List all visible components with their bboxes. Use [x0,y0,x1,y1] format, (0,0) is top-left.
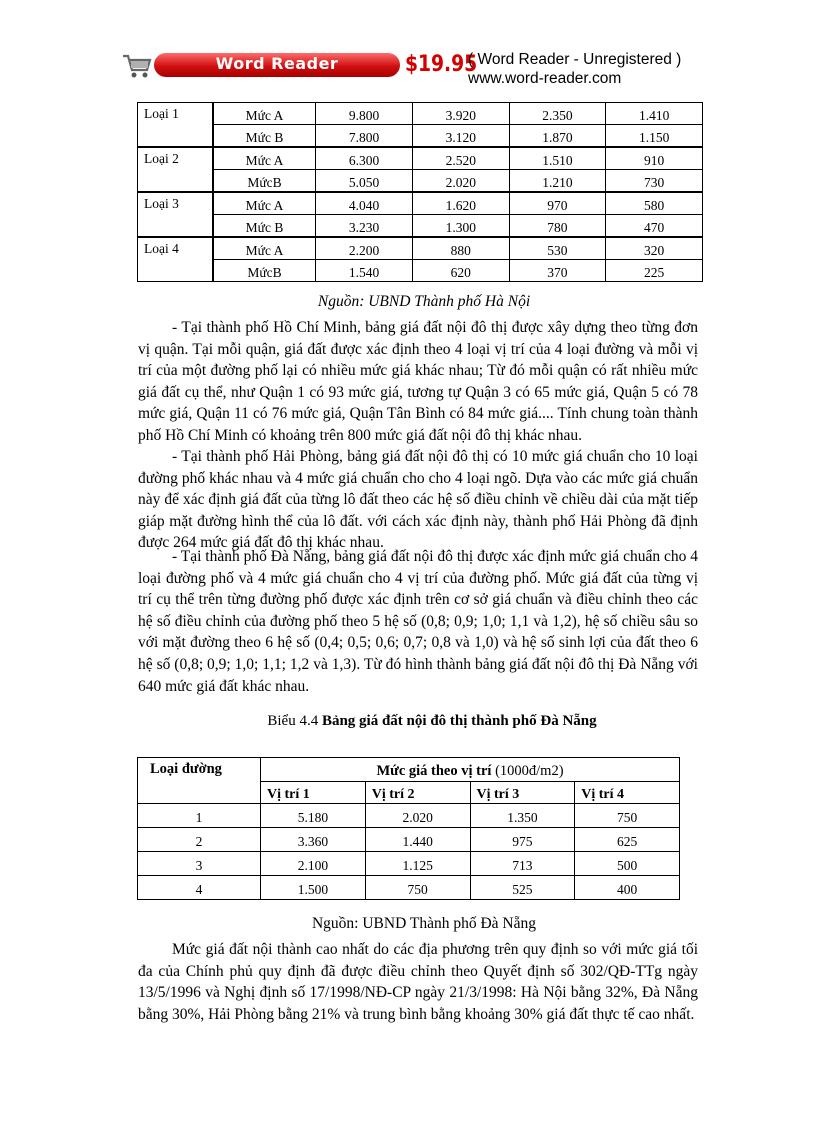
value-cell: 1.620 [412,192,509,215]
table-row [138,804,680,828]
value-cell: 1.350 [470,804,575,828]
loai-duong-cell: 3 [138,852,261,876]
value-cell: 713 [470,852,575,876]
table-caption [24,713,816,730]
value-cell: 225 [606,260,703,282]
value-cell: 1.440 [365,828,470,852]
value-cell: 525 [470,876,575,900]
value-cell: 625 [575,828,680,852]
value-cell: 2.520 [412,147,509,170]
value-cell: 580 [606,192,703,215]
header-muc-gia [261,758,680,782]
value-cell: 530 [509,237,606,260]
muc-cell: Mức A [213,147,316,170]
muc-cell: Mức B [213,215,316,238]
muc-cell: Mức A [213,237,316,260]
table-row [138,828,680,852]
table-row [138,192,703,215]
value-cell: 1.540 [316,260,413,282]
source-hanoi: Nguồn: UBND Thành phố Hà Nội [317,293,531,310]
value-cell: 400 [575,876,680,900]
caption-title: Bảng giá đất nội đô thị thành phố Đà Nẵng [321,713,597,729]
value-cell: 2.020 [365,804,470,828]
value-cell: 2.100 [261,852,366,876]
loai-duong-cell: 2 [138,828,261,852]
table-row [138,103,703,125]
header-vi-tri-4: Vị trí 4 [575,782,680,804]
paragraph-hcm: - Tại thành phố Hồ Chí Minh, bảng giá đất nội đô thị được xây dựng theo từng đơn vị quận. Tại mỗi quận, giá đất được xác định theo 4 loại vị trí của 4 loại đường và mỗi vị trí của một đường phố lại có nhiều mức giá khác nhau; Từ đó mỗi quận có rất nhiều mức giá đất cụ thể, như Quận 1 có 93 mức giá, tương tự Quận 3 có 65 mức giá, Quận 5 có 78 mức giá, Quận 11 có 76 mức giá, Quận Tân Bình có 84 mức giá.... Tính chung toàn thành phố Hồ Chí Minh có khoảng trên 800 mức giá đất nội đô thị khác nhau. [138,319,698,444]
word-reader-logo [154,53,400,77]
table-row [138,215,703,238]
loai-duong-cell: 1 [138,804,261,828]
value-cell: 1.510 [509,147,606,170]
loai-cell: Loại 1 [138,103,213,148]
header-muc-gia-bold: Mức giá theo vị trí [376,762,492,779]
value-cell: 2.200 [316,237,413,260]
value-cell: 3.120 [412,125,509,148]
loai-cell: Loại 3 [138,192,213,237]
loai-duong-cell: 4 [138,876,261,900]
table-row [138,170,703,193]
loai-cell: Loại 4 [138,237,213,282]
table-row [138,147,703,170]
value-cell: 1.125 [365,852,470,876]
header-vi-tri-3: Vị trí 3 [470,782,575,804]
paragraph-danang: - Tại thành phố Đà Nẵng, bảng giá đất nội đô thị được xác định mức giá chuẩn cho 4 loại đường phố và 4 mức giá chuẩn cho 4 vị trí của đường phố. Mức giá đất của từng vị trí cụ thể trên từng đường phố được xác định trên cơ sở giá chuẩn và điều chỉnh theo các hệ số điều chỉnh của đường phố theo 5 hệ số (0,8; 0,9; 1,0; 1,1 và 1,2), hệ số chiều sâu so với mặt đường theo 6 hệ số (0,4; 0,5; 0,6; 0,7; 0,8 và 1,0) và hệ số sinh lợi của đất theo 6 hệ số (0,8; 0,9; 1,0; 1,1; 1,2 và 1,3). Từ đó hình thành bảng giá đất nội đô thị Đà Nẵng với 640 mức giá đất khác nhau. [138,548,698,695]
header-vi-tri-2: Vị trí 2 [365,782,470,804]
value-cell: 3.920 [412,103,509,125]
price-label: $19.95 [405,52,478,77]
value-cell: 9.800 [316,103,413,125]
value-cell: 1.150 [606,125,703,148]
value-cell: 1.870 [509,125,606,148]
unregistered-notice: ( Word Reader - Unregistered ) [468,51,682,68]
value-cell: 1.410 [606,103,703,125]
value-cell: 730 [606,170,703,193]
table-row [138,876,680,900]
value-cell: 970 [509,192,606,215]
loai-cell: Loại 2 [138,147,213,192]
word-reader-logo-text: Word Reader [215,54,339,73]
value-cell: 1.500 [261,876,366,900]
value-cell: 2.350 [509,103,606,125]
value-cell: 470 [606,215,703,238]
value-cell: 6.300 [316,147,413,170]
value-cell: 910 [606,147,703,170]
table-row [138,237,703,260]
value-cell: 3.360 [261,828,366,852]
source-danang: Nguồn: UBND Thành phố Đà Nẵng [311,915,536,932]
paragraph-closing: Mức giá đất nội thành cao nhất do các địa phương trên quy định so với mức giá tối đa của Chính phủ quy định đã được điều chỉnh theo Quyết định số 302/QĐ-TTg ngày 13/5/1996 và Nghị định số 17/1998/NĐ-CP ngày 21/3/1998: Hà Nội bằng 32%, Đà Nẵng bằng 30%, Hải Phòng bằng 21% và trung bình bằng khoảng 30% giá đất thực tế cao nhất. [138,941,698,1023]
header-muc-gia-unit: (1000đ/m2) [491,762,564,779]
value-cell: 5.050 [316,170,413,193]
header-vi-tri-1: Vị trí 1 [261,782,366,804]
value-cell: 2.020 [412,170,509,193]
value-cell: 750 [365,876,470,900]
value-cell: 780 [509,215,606,238]
value-cell: 975 [470,828,575,852]
header-loai-duong: Loại đường [138,758,261,804]
watermark-banner [122,48,682,88]
value-cell: 620 [412,260,509,282]
muc-cell: Mức A [213,192,316,215]
caption-prefix: Biểu 4.4 [267,713,322,729]
value-cell: 7.800 [316,125,413,148]
muc-cell: Mức A [213,103,316,125]
value-cell: 3.230 [316,215,413,238]
table-row [138,125,703,148]
value-cell: 750 [575,804,680,828]
value-cell: 370 [509,260,606,282]
paragraph-haiphong: - Tại thành phố Hải Phòng, bảng giá đất nội đô thị có 10 mức giá chuẩn cho 10 loại đường phố khác nhau và 4 mức giá chuẩn cho cho 4 loại ngõ. Dựa vào các mức giá chuẩn này để xác định giá đất của từng lô đất theo các hệ số điều chỉnh về chiều dài của mặt tiếp giáp mặt đường hình thể của lô đất. với cách xác định này, thành phố Hải Phòng đã định được 264 mức giá đất đô thị khác nhau. [138,448,698,552]
value-cell: 5.180 [261,804,366,828]
hanoi-price-table [137,102,703,282]
table-row [138,260,703,282]
website-url: www.word-reader.com [468,70,622,87]
value-cell: 500 [575,852,680,876]
value-cell: 4.040 [316,192,413,215]
muc-cell: Mức B [213,125,316,148]
value-cell: 1.210 [509,170,606,193]
value-cell: 880 [412,237,509,260]
muc-cell: MứcB [213,260,316,282]
value-cell: 320 [606,237,703,260]
shopping-cart-icon [122,52,152,80]
table-row [138,852,680,876]
danang-price-table [137,757,680,900]
value-cell: 1.300 [412,215,509,238]
muc-cell: MứcB [213,170,316,193]
